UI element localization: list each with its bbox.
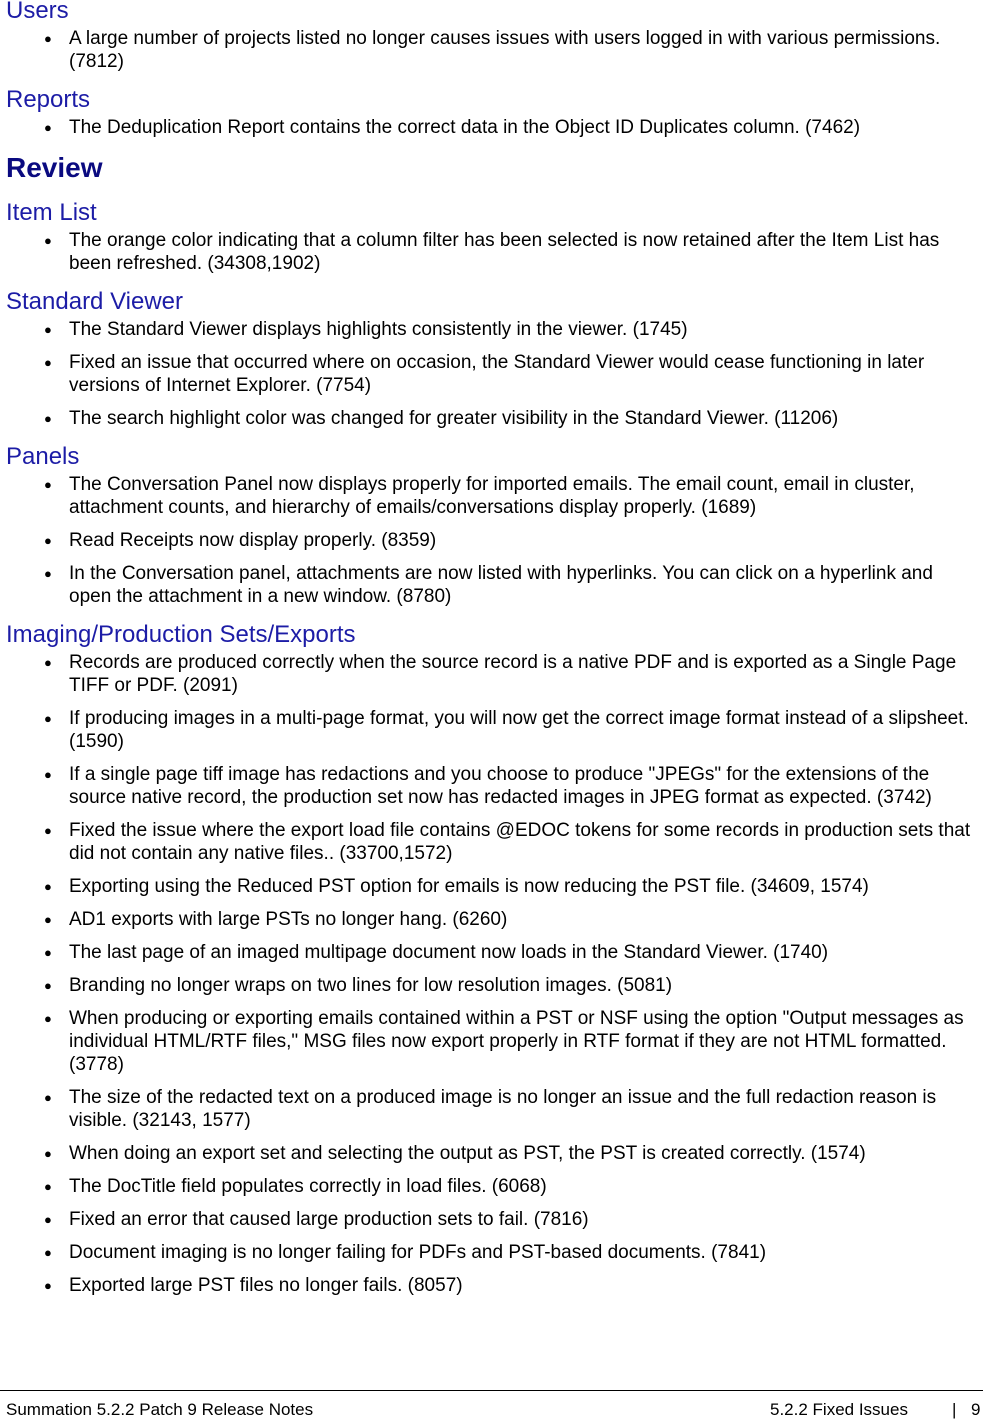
list-item	[0, 875, 983, 898]
list-item	[0, 529, 983, 552]
bullet-list	[0, 27, 983, 73]
list-item-text: Branding no longer wraps on two lines for low resolution images. (5081)	[69, 975, 673, 996]
list-item	[0, 1142, 983, 1165]
list-item	[0, 407, 983, 430]
list-item	[0, 707, 983, 753]
bullet-list	[0, 116, 983, 139]
bullet-icon: ●	[44, 1278, 52, 1293]
list-item-text: Fixed the issue where the export load file contains @EDOC tokens for some records in production sets that did not contain any native files.. (33700,1572)	[69, 820, 971, 864]
section-heading: Users	[6, 0, 69, 24]
bullet-icon: ●	[44, 1011, 52, 1026]
section-heading: Reports	[6, 86, 91, 113]
bullet-icon: ●	[44, 1146, 52, 1161]
bullet-icon: ●	[44, 355, 52, 370]
bullet-icon: ●	[44, 767, 52, 782]
bullet-icon: ●	[44, 1245, 52, 1260]
bullet-list	[0, 318, 983, 430]
list-item-text: The DocTitle field populates correctly in load files. (6068)	[69, 1176, 547, 1197]
list-item-text: The Deduplication Report contains the correct data in the Object ID Duplicates column. (7462)	[69, 117, 861, 138]
list-item	[0, 651, 983, 697]
list-item-text: Exported large PST files no longer fails. (8057)	[69, 1275, 463, 1296]
list-item	[0, 473, 983, 519]
list-item-text: AD1 exports with large PSTs no longer hang. (6260)	[69, 909, 508, 930]
bullet-list	[0, 473, 983, 608]
list-item	[0, 1007, 983, 1076]
list-item	[0, 974, 983, 997]
page-footer	[0, 1390, 983, 1420]
list-item	[0, 1086, 983, 1132]
list-item	[0, 941, 983, 964]
list-item	[0, 819, 983, 865]
list-item-text: The orange color indicating that a column filter has been selected is now retained after the Item List has been refreshed. (34308,1902)	[69, 230, 940, 274]
bullet-icon: ●	[44, 711, 52, 726]
section-heading: Imaging/Production Sets/Exports	[6, 621, 356, 648]
bullet-icon: ●	[44, 322, 52, 337]
list-item	[0, 229, 983, 275]
footer-section: 5.2.2 Fixed Issues	[770, 1400, 908, 1419]
list-item-text: The size of the redacted text on a produced image is no longer an issue and the full redaction reason is visible. (32143, 1577)	[69, 1087, 937, 1131]
list-item-text: The last page of an imaged multipage document now loads in the Standard Viewer. (1740)	[69, 942, 829, 963]
bullet-icon: ●	[44, 1090, 52, 1105]
list-item-text: In the Conversation panel, attachments are now listed with hyperlinks. You can click on a hyperlink and open the attachment in a new window. (8780)	[69, 563, 933, 607]
list-item-text: Exporting using the Reduced PST option for emails is now reducing the PST file. (34609, 1574)	[69, 876, 869, 897]
list-item	[0, 1175, 983, 1198]
list-item-text: If a single page tiff image has redactions and you choose to produce "JPEGs" for the extensions of the source native record, the production set now has redacted images in JPEG format as expected. (3742)	[69, 764, 932, 808]
list-item	[0, 351, 983, 397]
bullet-icon: ●	[44, 120, 52, 135]
list-item	[0, 908, 983, 931]
bullet-icon: ●	[44, 1179, 52, 1194]
bullet-icon: ●	[44, 912, 52, 927]
bullet-icon: ●	[44, 411, 52, 426]
list-item	[0, 562, 983, 608]
bullet-list	[0, 651, 983, 1297]
bullet-icon: ●	[44, 233, 52, 248]
list-item	[0, 1208, 983, 1231]
bullet-icon: ●	[44, 477, 52, 492]
bullet-icon: ●	[44, 566, 52, 581]
bullet-icon: ●	[44, 978, 52, 993]
list-item-text: The Standard Viewer displays highlights consistently in the viewer. (1745)	[69, 319, 688, 340]
list-item-text: Read Receipts now display properly. (8359)	[69, 530, 437, 551]
footer-separator: |	[952, 1400, 957, 1419]
list-item-text: Records are produced correctly when the source record is a native PDF and is exported as a Single Page TIFF or PDF. (2091)	[69, 652, 957, 696]
list-item-text: The search highlight color was changed for greater visibility in the Standard Viewer. (11206)	[69, 408, 839, 429]
footer-doc-title: Summation 5.2.2 Patch 9 Release Notes	[6, 1400, 314, 1419]
list-item	[0, 318, 983, 341]
bullet-icon: ●	[44, 533, 52, 548]
list-item-text: When doing an export set and selecting the output as PST, the PST is created correctly. (1574)	[69, 1143, 866, 1164]
list-item-text: A large number of projects listed no longer causes issues with users logged in with various permissions. (7812)	[69, 28, 941, 72]
list-item	[0, 116, 983, 139]
list-item-text: Document imaging is no longer failing for PDFs and PST-based documents. (7841)	[69, 1242, 767, 1263]
list-item-text: If producing images in a multi-page format, you will now get the correct image format instead of a slipsheet. (1590)	[69, 708, 969, 752]
section-heading: Standard Viewer	[6, 288, 183, 315]
list-item-text: The Conversation Panel now displays properly for imported emails. The email count, email in cluster, attachment counts, and hierarchy of emails/conversations display properly. (1689)	[69, 474, 915, 518]
list-item-text: Fixed an error that caused large production sets to fail. (7816)	[69, 1209, 589, 1230]
section-heading: Item List	[6, 199, 97, 226]
section-heading: Review	[6, 152, 103, 183]
list-item	[0, 27, 983, 73]
list-item-text: Fixed an issue that occurred where on occasion, the Standard Viewer would cease functioning in later versions of Internet Explorer. (7754)	[69, 352, 925, 396]
list-item	[0, 1241, 983, 1264]
bullet-icon: ●	[44, 945, 52, 960]
bullet-icon: ●	[44, 655, 52, 670]
footer-page-number: 9	[971, 1400, 981, 1419]
list-item	[0, 763, 983, 809]
list-item	[0, 1274, 983, 1297]
bullet-icon: ●	[44, 879, 52, 894]
bullet-icon: ●	[44, 823, 52, 838]
section-heading: Panels	[6, 443, 80, 470]
list-item-text: When producing or exporting emails contained within a PST or NSF using the option "Output messages as individual HTML/RTF files," MSG files now export properly in RTF format if they are not HTML formatted. (3778)	[69, 1008, 964, 1075]
bullet-icon: ●	[44, 31, 52, 46]
bullet-icon: ●	[44, 1212, 52, 1227]
bullet-list	[0, 229, 983, 275]
